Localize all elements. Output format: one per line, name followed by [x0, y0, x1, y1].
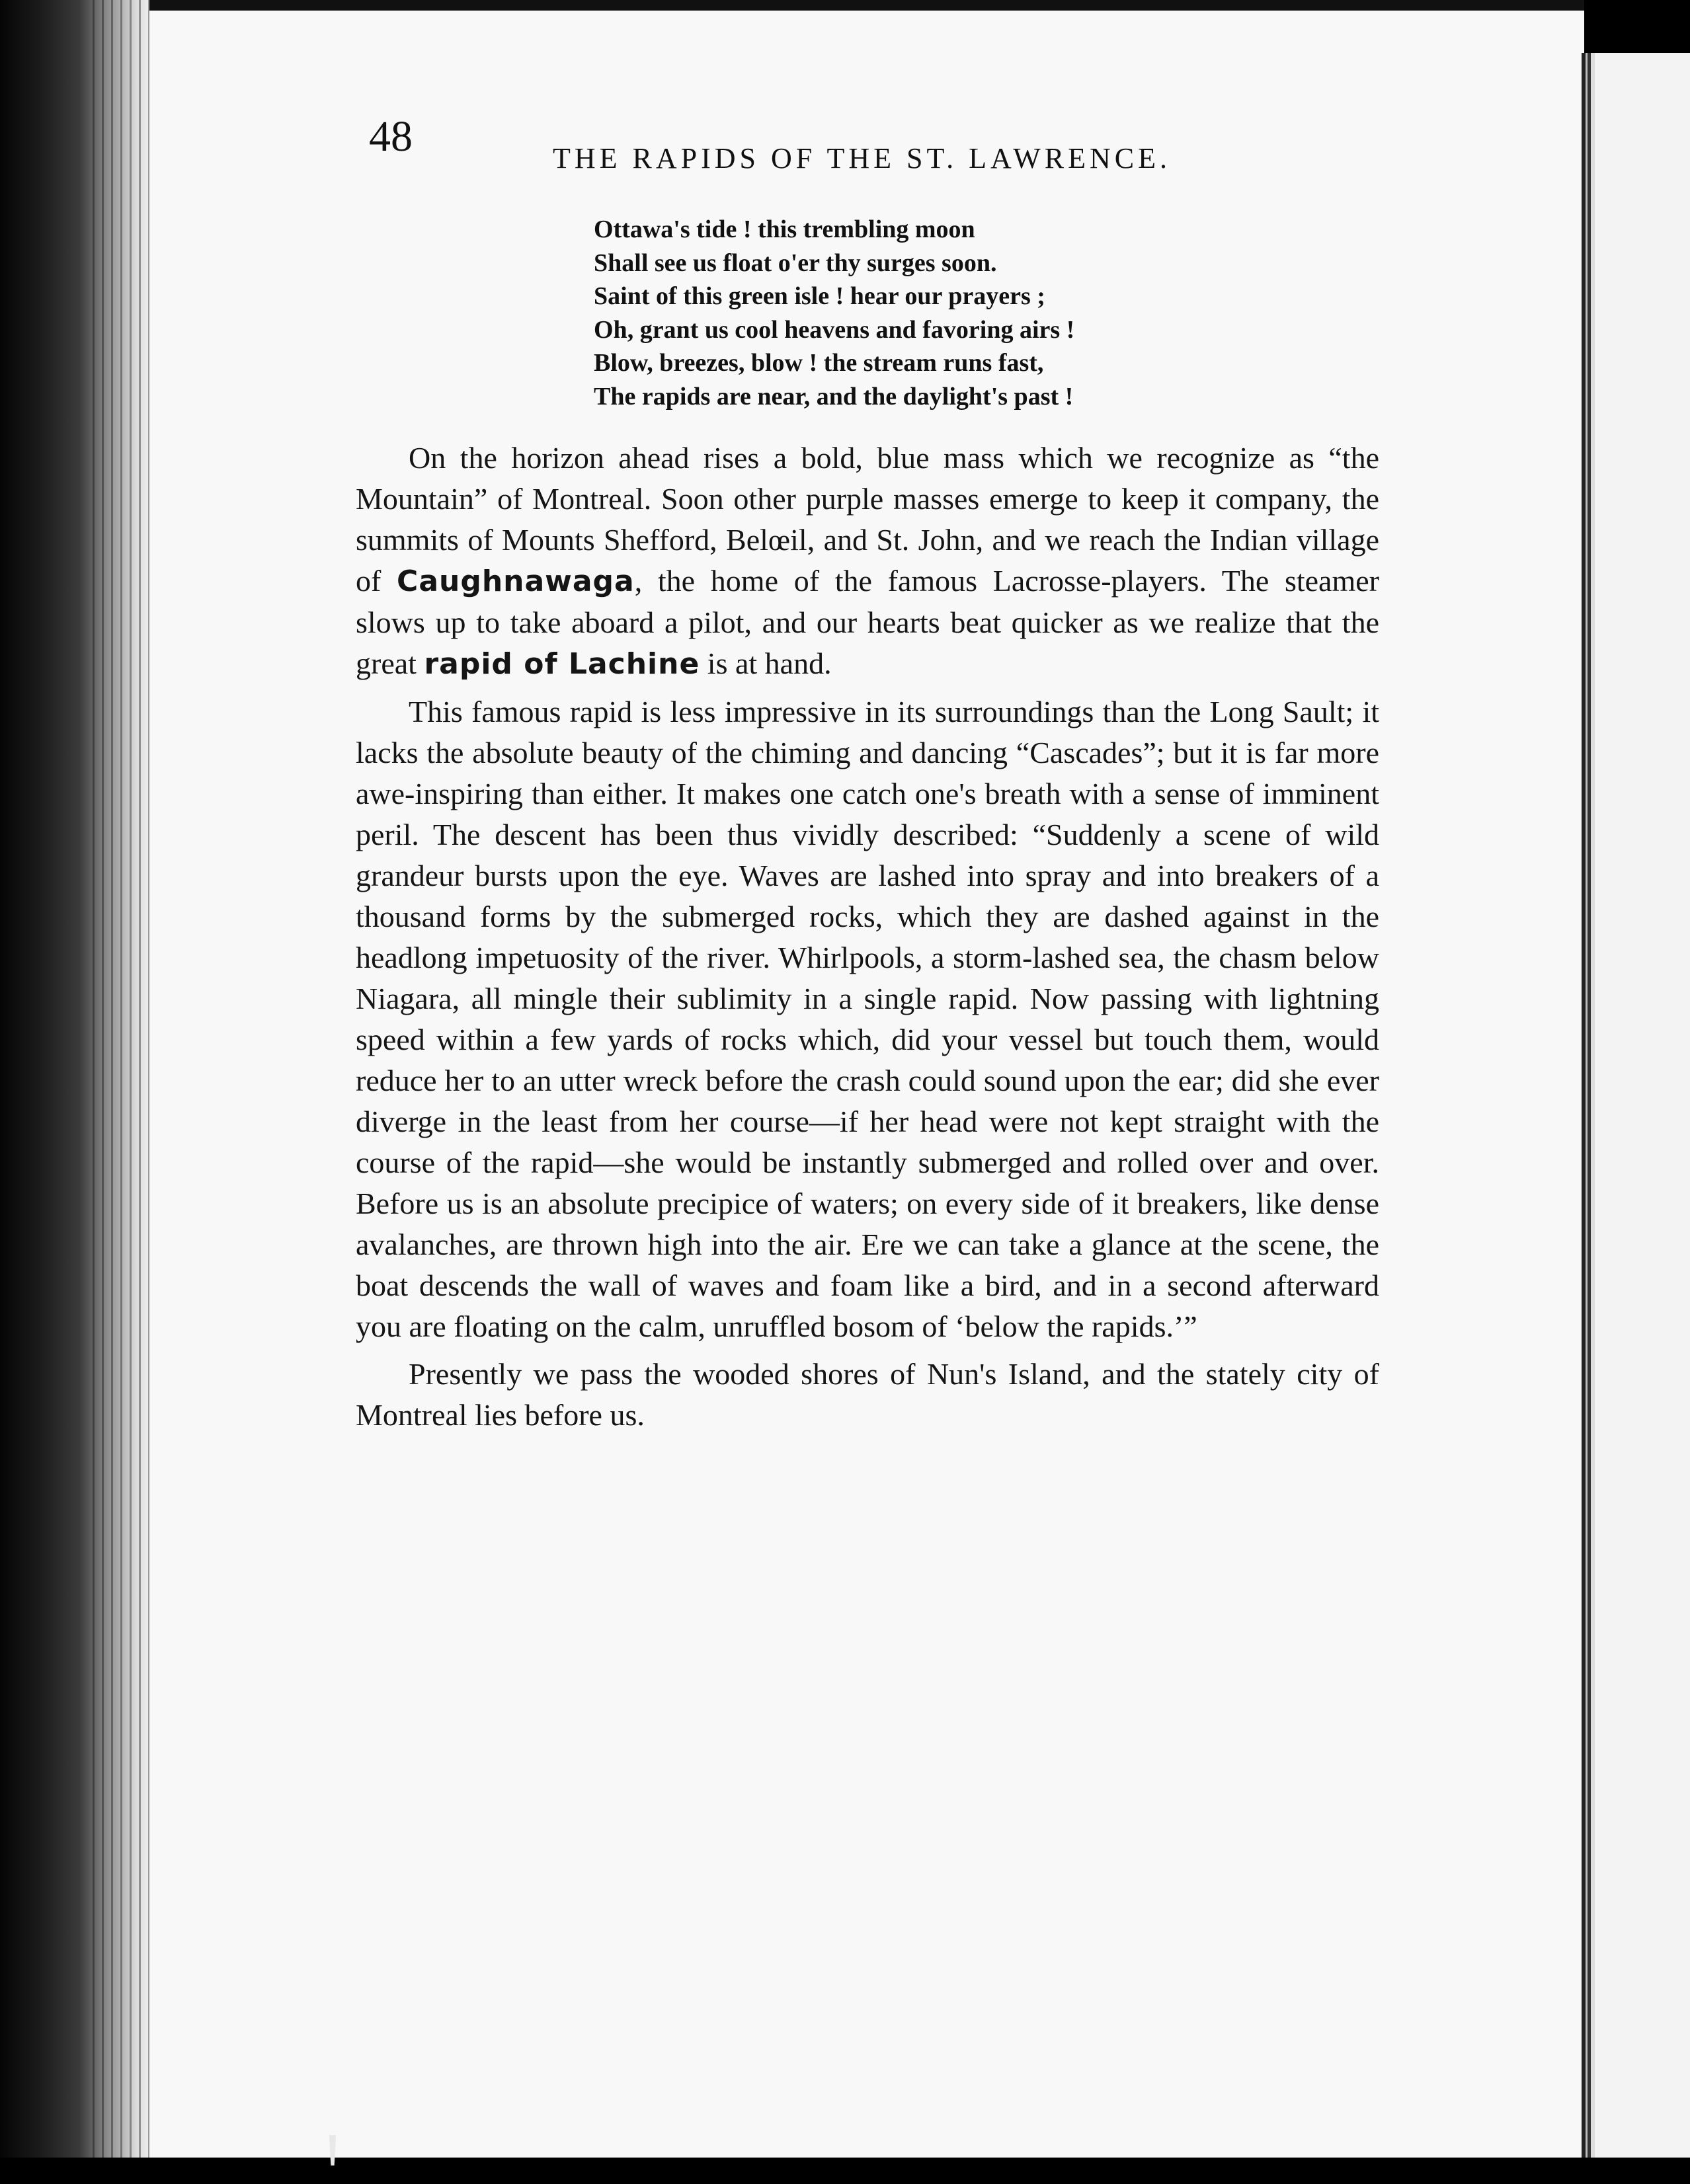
body-text: [356, 438, 1379, 1436]
poem-line: Oh, grant us cool heavens and favoring airs !: [594, 315, 1075, 344]
poem-line: Ottawa's tide ! this trembling moon: [594, 215, 975, 243]
poem-stanza: [594, 213, 1255, 413]
poem-line: Saint of this green isle ! hear our prayers ;: [594, 282, 1045, 310]
scan-border: [0, 2158, 1690, 2184]
text-run: On the horizon ahead rises a bold, blue mass which we recognize as “the Mountain” of Montreal. Soon other purple masses emerge to keep it company, the summits of Mounts Shefford, Belœil, and St. John, and we reach the Indian village of: [356, 441, 1379, 598]
running-title: THE RAPIDS OF THE ST. LAWRENCE.: [553, 142, 1171, 175]
place-name-bold: rapid of Lachine: [424, 647, 700, 681]
facing-page-edge: [1595, 53, 1690, 2162]
text-run: , the home of the famous Lacrosse-players. The steamer slows up to take aboard a pilot, and our hearts beat quicker as we realize that the great: [356, 564, 1379, 680]
poem-line: The rapids are near, and the daylight's past !: [594, 382, 1074, 410]
poem-line: Blow, breezes, blow ! the stream runs fast,: [594, 349, 1044, 377]
binding-shadow: [93, 0, 152, 2184]
paragraph: Presently we pass the wooded shores of Nun's Island, and the stately city of Montreal lies before us.: [356, 1357, 1379, 1432]
paragraph: [356, 438, 1379, 685]
place-name-bold: Caughnawaga: [397, 565, 635, 598]
page-edge: [1582, 53, 1595, 2162]
poem-line: Shall see us float o'er thy surges soon.: [594, 249, 997, 277]
text-run: is at hand.: [700, 646, 832, 680]
paragraph: This famous rapid is less impressive in its surroundings than the Long Sault; it lacks the absolute beauty of the chiming and dancing “Cascades”; but it is far more awe-inspiring than either. It makes one catch one's breath with a sense of imminent peril. The descent has been thus vividly described: “Suddenly a scene of wild grandeur bursts upon the eye. Waves are lashed into spray and into breakers of a thousand forms by the submerged rocks, which they are dashed against in the headlong impetuosity of the river. Whirlpools, a storm-lashed sea, the chasm below Niagara, all mingle their sublimity in a single rapid. Now passing with lightning speed within a few yards of rocks which, did your vessel but touch them, would reduce her to an utter wreck before the crash could sound upon the ear; did she ever diverge in the least from her course—if her head were not kept straight with the course of the rapid—she would be instantly submerged and rolled over and over. Before us is an absolute precipice of waters; on every side of it breakers, like dense avalanches, are thrown high into the air. Ere we can take a glance at the scene, the boat descends the wall of waves and foam like a bird, and in a second afterward you are floating on the calm, unruffled bosom of ‘below the rapids.’”: [356, 695, 1379, 1343]
page-number: 48: [369, 112, 413, 161]
